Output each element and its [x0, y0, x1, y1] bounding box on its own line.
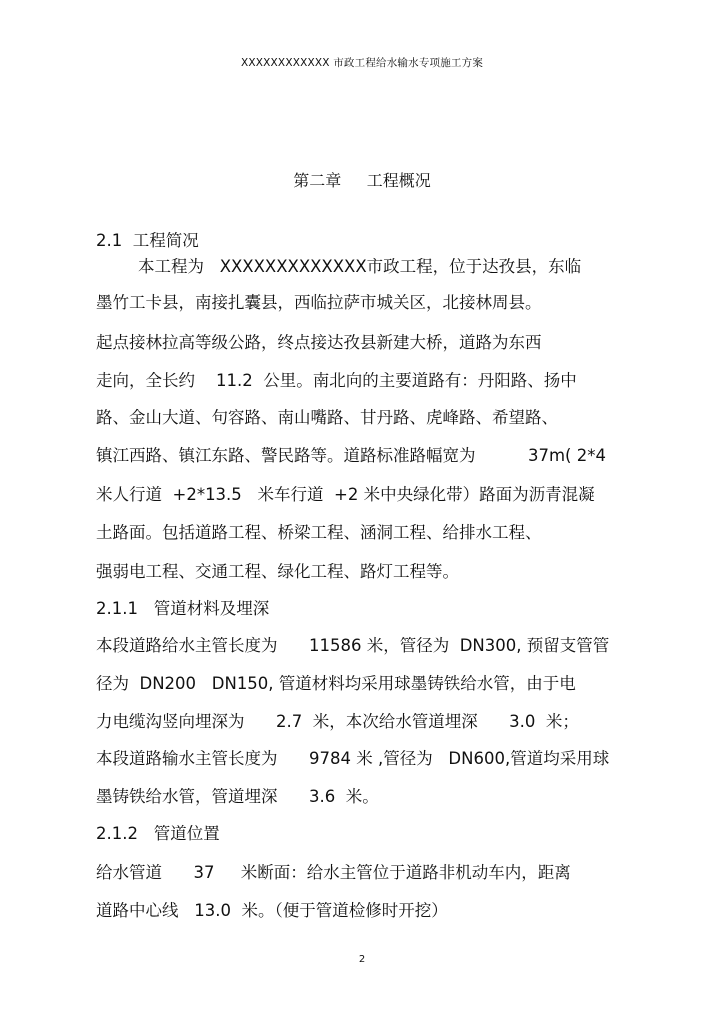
- body-line: 径为 DN200 DN150, 管道材料均采用球墨铸铁给水管，由于电: [96, 674, 576, 693]
- body-line: 本段道路给水主管长度为 11586 米，管径为 DN300, 预留支管管: [96, 636, 610, 655]
- chapter-title: 第二章 工程概况: [293, 171, 431, 190]
- page-header: XXXXXXXXXXXX 市政工程给水输水专项施工方案: [240, 57, 484, 69]
- body-line: 墨竹工卡县，南接扎囊县，西临拉萨市城关区，北接林周县。: [96, 293, 542, 312]
- body-line: 镇江西路、镇江东路、警民路等。道路标准路幅宽为 37m( 2*4: [96, 446, 606, 465]
- body-line: 力电缆沟竖向埋深为 2.7 米，本次给水管道埋深 3.0 米；: [96, 712, 579, 731]
- body-line: 土路面。包括道路工程、桥梁工程、涵洞工程、给排水工程、: [96, 523, 542, 542]
- section-heading-2-1: 2.1 工程简况: [96, 231, 199, 250]
- body-line: 强弱电工程、交通工程、绿化工程、路灯工程等。: [96, 562, 459, 581]
- body-line: 本工程为 XXXXXXXXXXXXX市政工程，位于达孜县，东临: [96, 257, 582, 276]
- page-number: 2: [358, 954, 366, 965]
- body-line: 本段道路输水主管长度为 9784 米 ,管径为 DN600,管道均采用球: [96, 749, 610, 768]
- body-line: 路、金山大道、句容路、南山嘴路、甘丹路、虎峰路、希望路、: [96, 408, 558, 427]
- body-line: 起点接林拉高等级公路，终点接达孜县新建大桥，道路为东西: [96, 333, 542, 352]
- section-heading-2-1-2: 2.1.2 管道位置: [96, 824, 220, 843]
- body-line: 给水管道 37 米断面：给水主管位于道路非机动车内，距离: [96, 863, 571, 882]
- body-line: 米人行道 +2*13.5 米车行道 +2 米中央绿化带）路面为沥青混凝: [96, 485, 595, 504]
- body-line: 走向，全长约 11.2 公里。南北向的主要道路有：丹阳路、扬中: [96, 371, 577, 390]
- section-heading-2-1-1: 2.1.1 管道材料及埋深: [96, 599, 270, 618]
- body-line: 道路中心线 13.0 米。（便于管道检修时开挖）: [96, 901, 448, 920]
- body-line: 墨铸铁给水管，管道埋深 3.6 米。: [96, 787, 379, 806]
